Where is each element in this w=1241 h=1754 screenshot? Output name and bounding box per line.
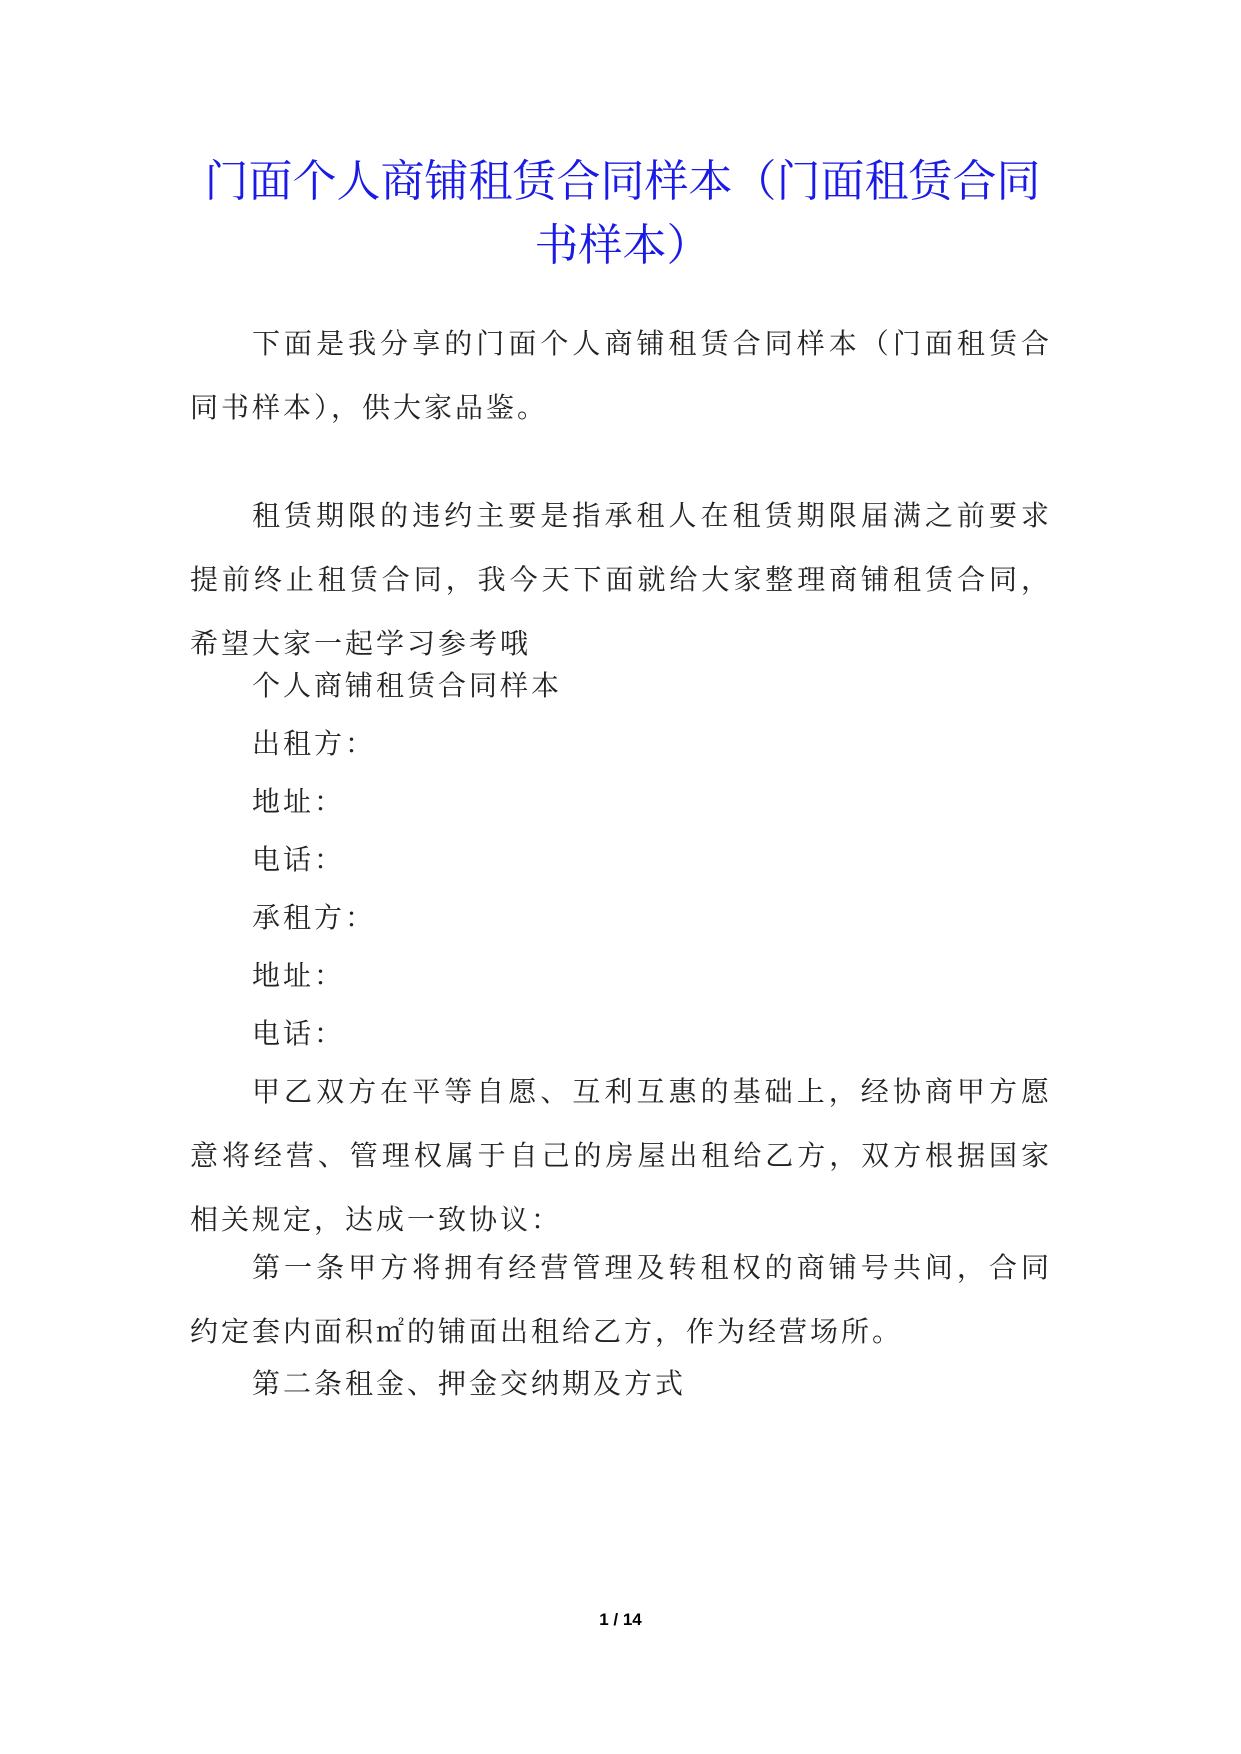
lessor-label: 出租方： bbox=[252, 727, 377, 760]
lessor-address-label: 地址： bbox=[252, 785, 346, 818]
lessee-address-label: 地址： bbox=[252, 959, 346, 992]
lessee-label: 承租方： bbox=[252, 901, 377, 934]
article-2: 第二条租金、押金交纳期及方式 bbox=[252, 1367, 687, 1400]
contract-subtitle: 个人商铺租赁合同样本 bbox=[252, 669, 563, 702]
paragraph-agreement: 甲乙双方在平等自愿、互利互惠的基础上，经协商甲方愿意将经营、管理权属于自己的房屋出租给乙方，双方根据国家相关规定，达成一致协议： bbox=[190, 1075, 1052, 1236]
lessee-phone-label: 电话： bbox=[252, 1017, 346, 1050]
document-title: 门面个人商铺租赁合同样本（门面租赁合同书样本） bbox=[204, 156, 1041, 271]
article-1: 第一条甲方将拥有经营管理及转租权的商铺号共间，合同约定套内面积㎡的铺面出租给乙方，作为经营场所。 bbox=[190, 1251, 1052, 1348]
intro-paragraph: 下面是我分享的门面个人商铺租赁合同样本（门面租赁合同书样本），供大家品鉴。 bbox=[190, 327, 1052, 424]
page-number: 1 / 14 bbox=[599, 1610, 642, 1629]
paragraph-violation: 租赁期限的违约主要是指承租人在租赁期限届满之前要求提前终止租赁合同，我今天下面就给大家整理商铺租赁合同，希望大家一起学习参考哦 bbox=[190, 499, 1052, 660]
lessor-phone-label: 电话： bbox=[252, 843, 346, 876]
